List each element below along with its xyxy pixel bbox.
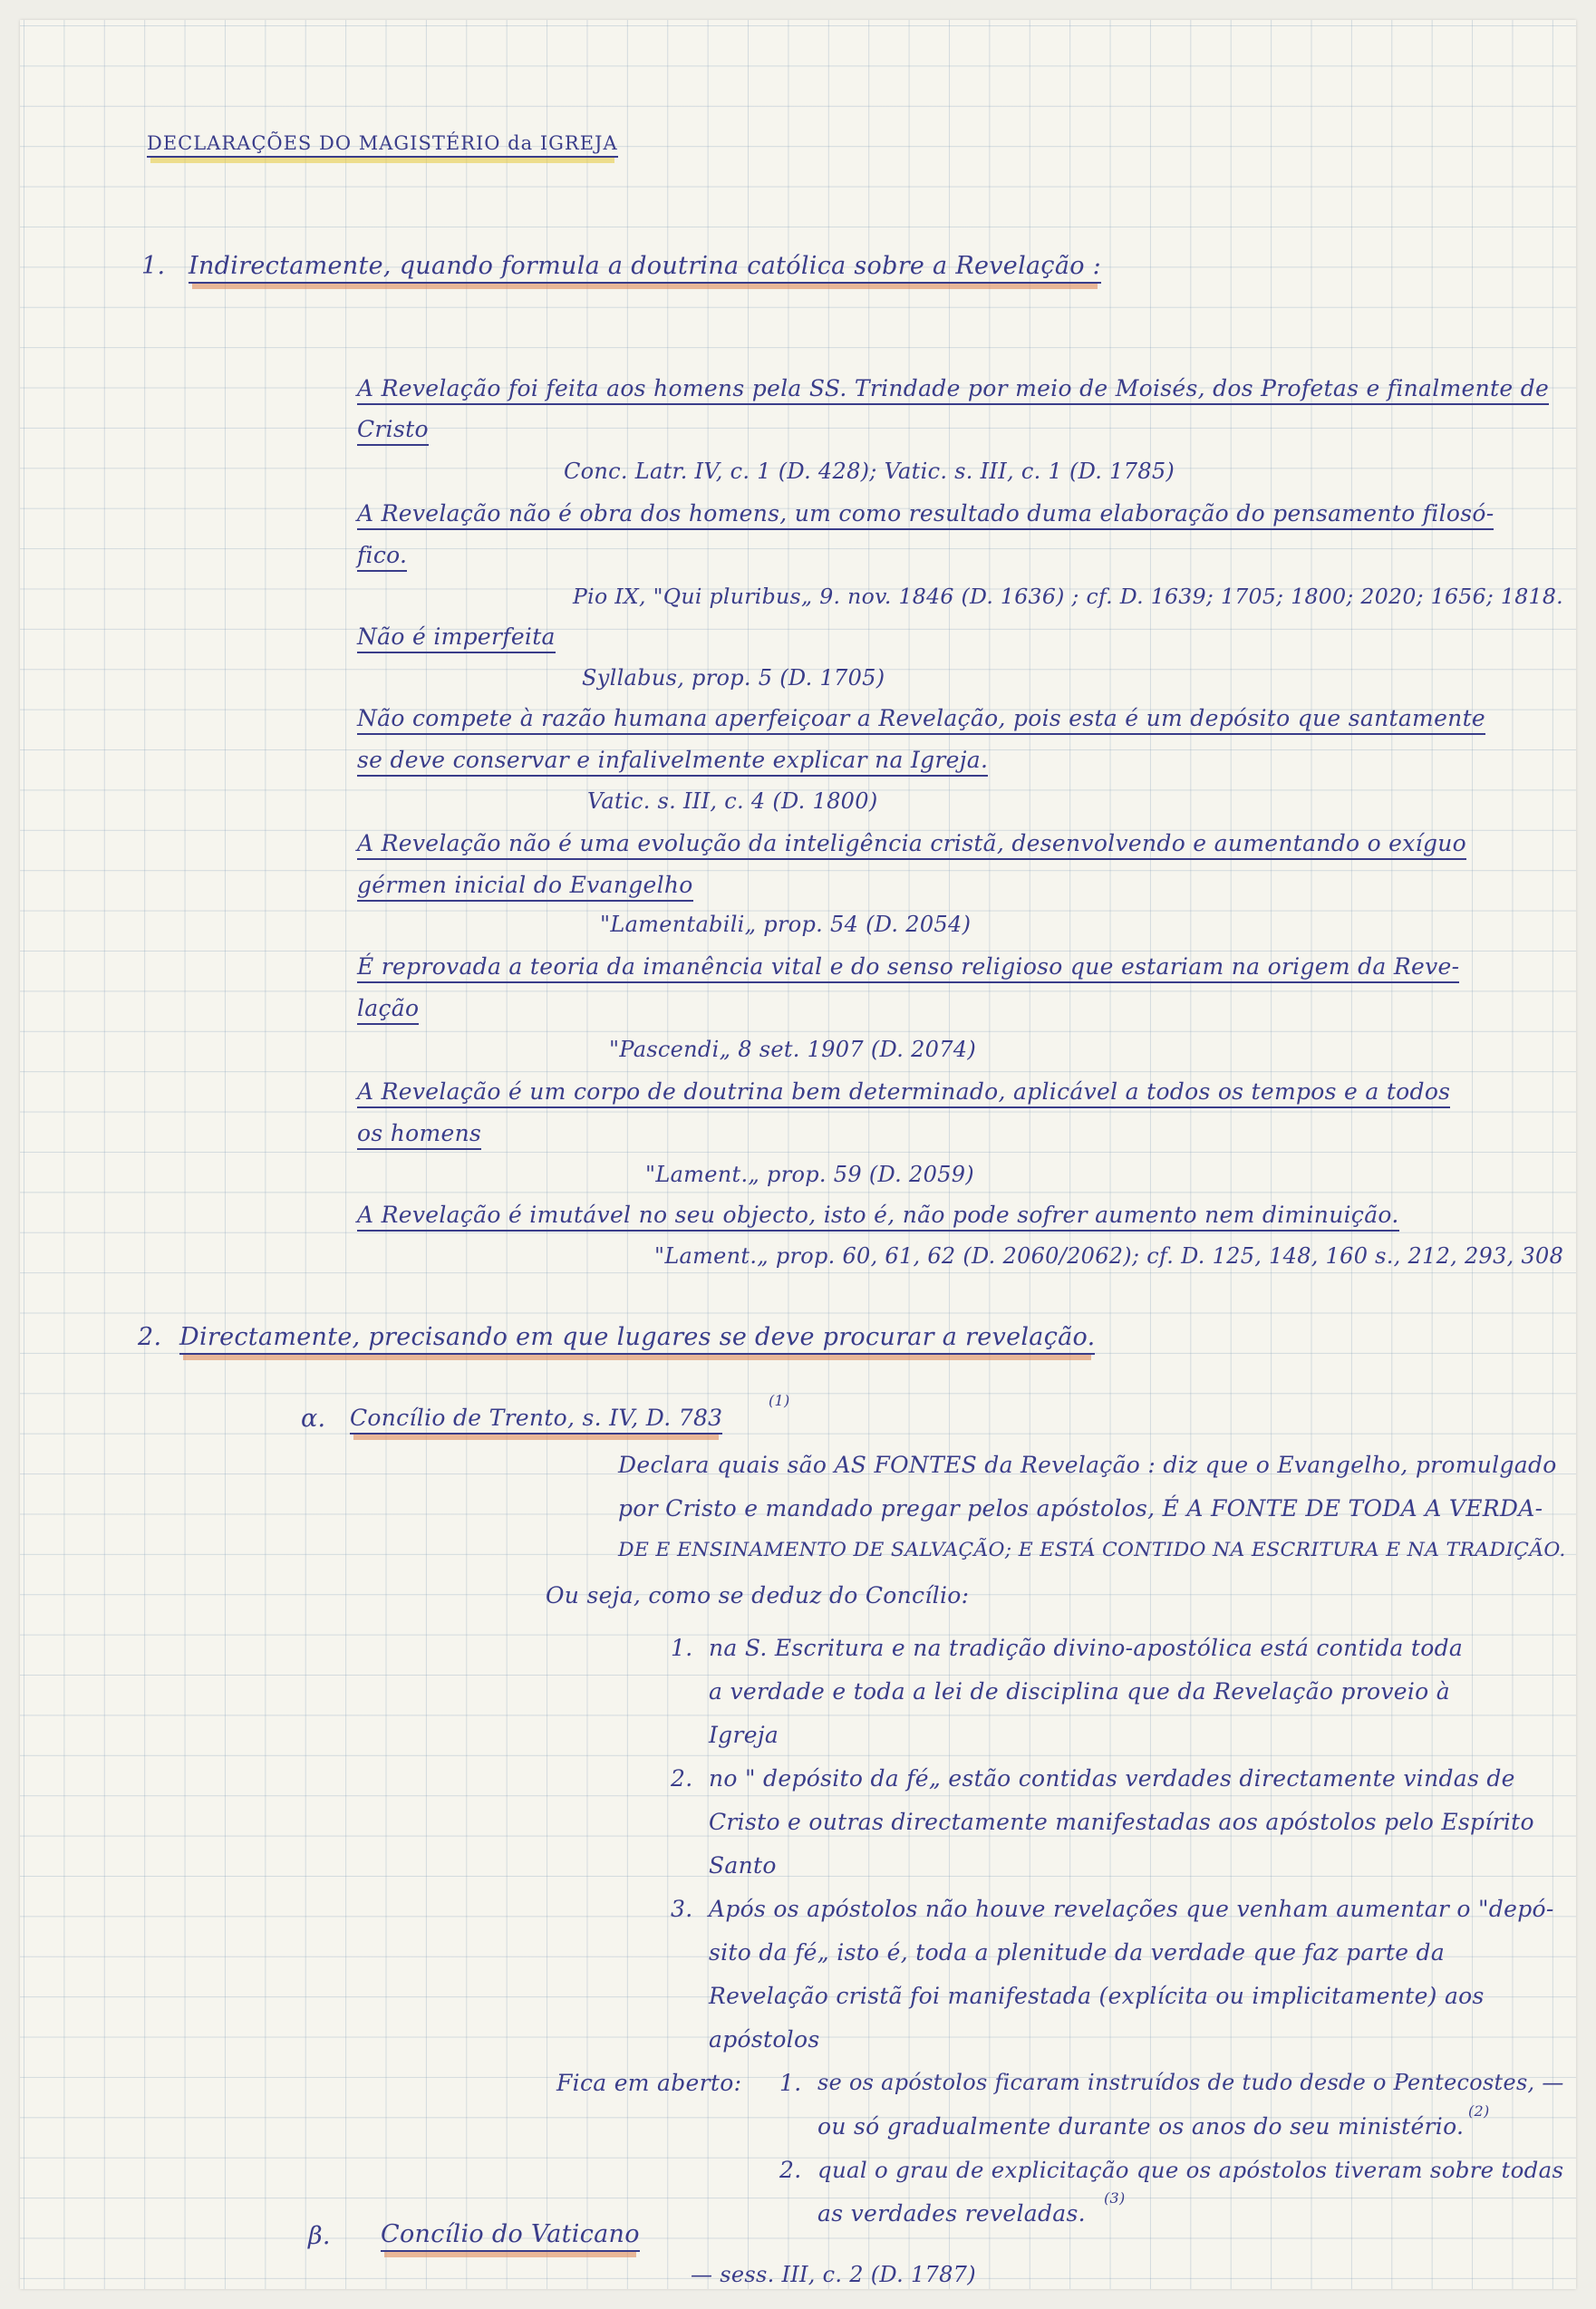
open-question-line: ou só gradualmente durante os anos do seu ministério.: [817, 2113, 1465, 2140]
open-question-number: 2.: [779, 2157, 802, 2183]
point-line: Igreja: [709, 1722, 779, 1748]
point-line: Após os apóstolos não houve revelações que venham aumentar o "depó-: [709, 1896, 1554, 1922]
open-question-line: as verdades reveladas.: [817, 2200, 1086, 2227]
beta-marker: β.: [308, 2222, 331, 2250]
statement-line: lação: [357, 995, 419, 1025]
statement-line: A Revelação não é uma evolução da inteligência cristã, desenvolvendo e aumentando o exíguo: [357, 830, 1466, 860]
reference-line: Syllabus, prop. 5 (D. 1705): [582, 665, 885, 691]
footnote-mark: (2): [1468, 2102, 1490, 2120]
point-line: sito da fé„ isto é, toda a plenitude da verdade que faz parte da: [709, 1939, 1446, 1966]
alpha-marker: α.: [301, 1405, 326, 1433]
manuscript-page: [20, 20, 1576, 2289]
section-2-heading: Directamente, precisando em que lugares se deve procurar a revelação.: [179, 1323, 1095, 1355]
statement-line: A Revelação foi feita aos homens pela SS. Trindade por meio de Moisés, dos Profetas e finalmente de: [357, 375, 1549, 405]
alpha-text-line: por Cristo e mandado pregar pelos apóstolos, É A FONTE DE TODA A VERDA-: [618, 1495, 1543, 1522]
alpha-heading: Concílio de Trento, s. IV, D. 783: [350, 1405, 722, 1435]
reference-line: Conc. Latr. IV, c. 1 (D. 428); Vatic. s. III, c. 1 (D. 1785): [564, 459, 1175, 484]
statement-line: Não é imperfeita: [357, 623, 556, 653]
footnote-mark: (3): [1104, 2189, 1126, 2207]
point-line: Cristo e outras directamente manifestadas aos apóstolos pelo Espírito: [709, 1809, 1534, 1835]
open-questions-label: Fica em aberto:: [556, 2070, 742, 2096]
reference-line: Vatic. s. III, c. 4 (D. 1800): [587, 788, 878, 814]
point-number: 1.: [671, 1635, 693, 1661]
reference-line: "Lament.„ prop. 59 (D. 2059): [645, 1162, 974, 1187]
point-number: 3.: [671, 1896, 693, 1922]
statement-line: se deve conservar e infalivelmente explicar na Igreja.: [357, 747, 988, 777]
reference-line: "Pascendi„ 8 set. 1907 (D. 2074): [609, 1037, 977, 1062]
statement-line: fico.: [357, 542, 407, 572]
section-2-number: 2.: [138, 1323, 162, 1351]
section-1-heading: Indirectamente, quando formula a doutrina católica sobre a Revelação :: [189, 252, 1101, 284]
statement-line: É reprovada a teoria da imanência vital e do senso religioso que estariam na origem da Reve-: [357, 953, 1459, 983]
open-question-line: qual o grau de explicitação que os apóstolos tiveram sobre todas: [817, 2157, 1564, 2183]
statement-line: A Revelação é um corpo de doutrina bem determinado, aplicável a todos os tempos e a todos: [357, 1078, 1450, 1108]
footnote-mark: (1): [769, 1392, 790, 1409]
open-question-number: 1.: [779, 2070, 802, 2096]
reference-line: Pio IX, "Qui pluribus„ 9. nov. 1846 (D. 1636) ; cf. D. 1639; 1705; 1800; 2020; 1656; 1818.: [573, 584, 1563, 609]
page-title: DECLARAÇÕES DO MAGISTÉRIO da IGREJA: [147, 132, 618, 158]
point-line: a verdade e toda a lei de disciplina que da Revelação proveio à: [709, 1678, 1450, 1705]
section-1-number: 1.: [141, 252, 166, 280]
open-question-line: se os apóstolos ficaram instruídos de tudo desde o Pentecostes, —: [817, 2070, 1564, 2095]
statement-line: os homens: [357, 1120, 481, 1150]
alpha-text-line: DE E ENSINAMENTO DE SALVAÇÃO; E ESTÁ CONTIDO NA ESCRITURA E NA TRADIÇÃO.: [618, 1539, 1566, 1561]
point-line: no " depósito da fé„ estão contidas verdades directamente vindas de: [709, 1765, 1515, 1792]
point-line: apóstolos: [709, 2026, 820, 2053]
beta-reference: — sess. III, c. 2 (D. 1787): [691, 2262, 976, 2287]
alpha-text-line: Ou seja, como se deduz do Concílio:: [546, 1582, 970, 1609]
statement-line: A Revelação não é obra dos homens, um como resultado duma elaboração do pensamento filosó-: [357, 500, 1494, 530]
reference-line: "Lament.„ prop. 60, 61, 62 (D. 2060/2062); cf. D. 125, 148, 160 s., 212, 293, 308: [654, 1243, 1564, 1269]
statement-line: gérmen inicial do Evangelho: [357, 872, 693, 902]
point-line: Santo: [709, 1852, 777, 1879]
statement-line: Não compete à razão humana aperfeiçoar a Revelação, pois esta é um depósito que santamente: [357, 705, 1485, 735]
reference-line: "Lamentabili„ prop. 54 (D. 2054): [600, 912, 972, 937]
point-line: na S. Escritura e na tradição divino-apostólica está contida toda: [709, 1635, 1464, 1661]
point-line: Revelação cristã foi manifestada (explícita ou implicitamente) aos: [709, 1983, 1485, 2009]
statement-line: A Revelação é imutável no seu objecto, isto é, não pode sofrer aumento nem diminuição.: [357, 1202, 1399, 1232]
beta-heading: Concílio do Vaticano: [381, 2220, 640, 2252]
alpha-text-line: Declara quais são AS FONTES da Revelação : diz que o Evangelho, promulgado: [618, 1452, 1557, 1478]
statement-line: Cristo: [357, 416, 429, 446]
point-number: 2.: [671, 1765, 693, 1792]
